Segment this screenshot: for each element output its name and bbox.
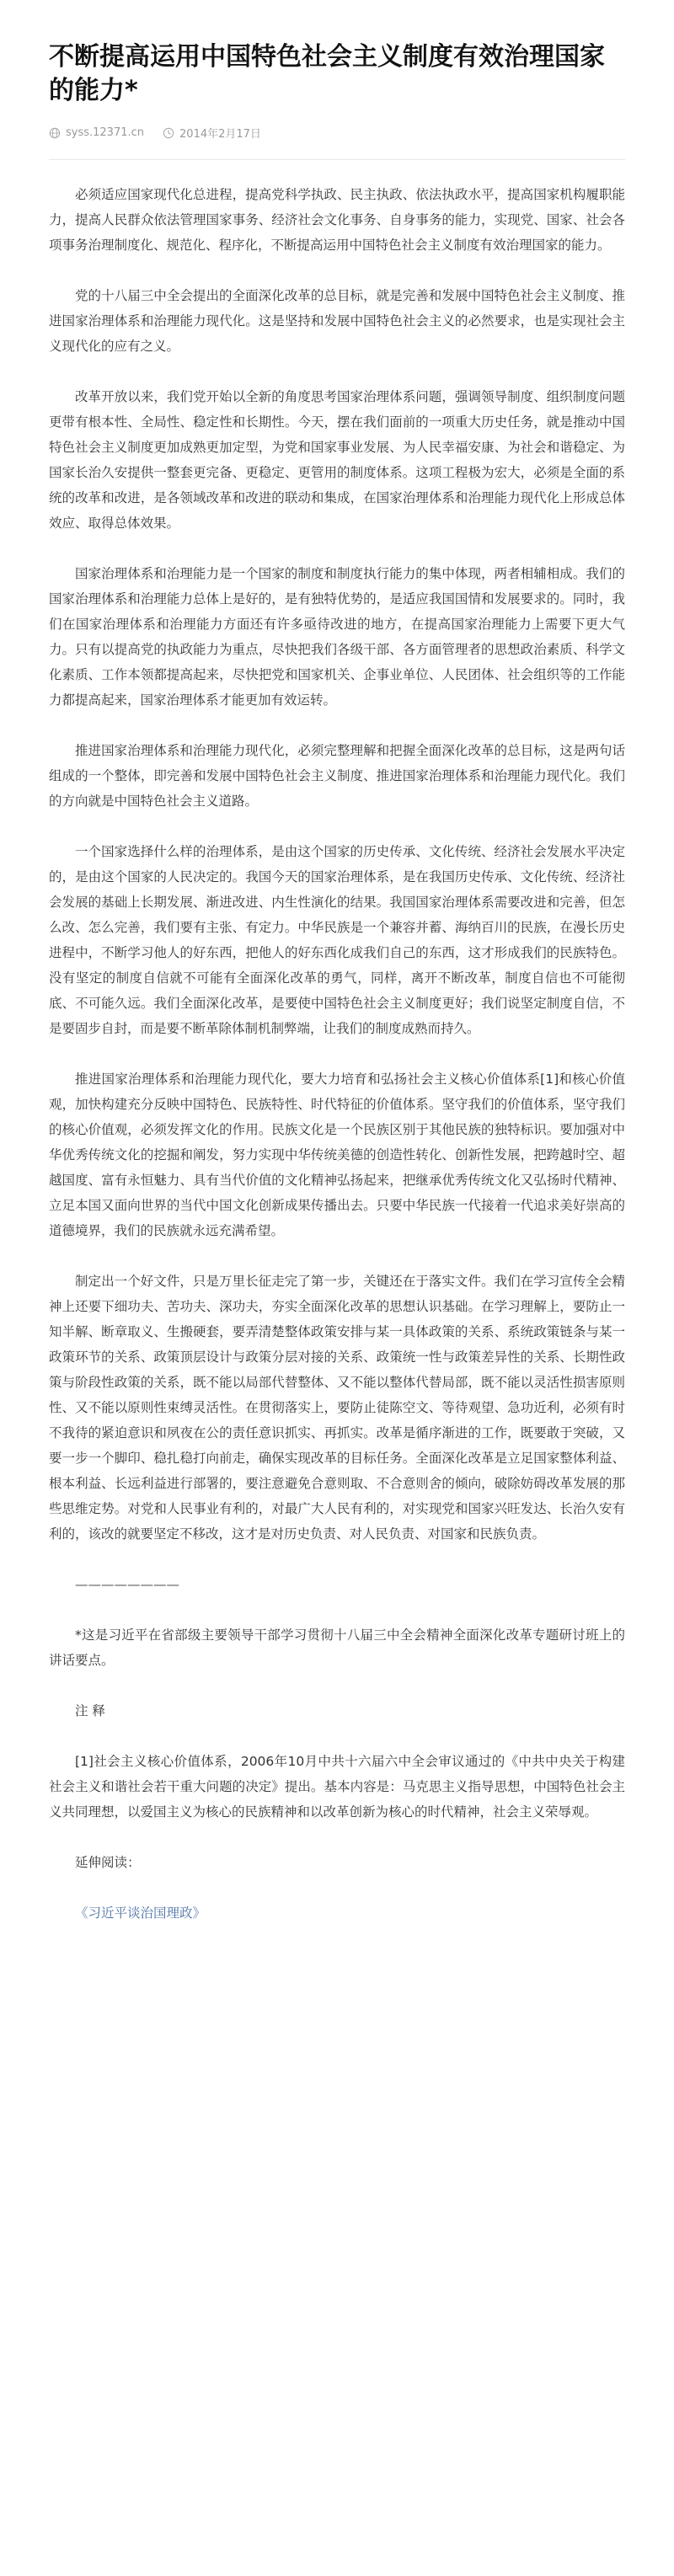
body-paragraph: 改革开放以来，我们党开始以全新的角度思考国家治理体系问题，强调领导制度、组织制度问题更带有根本性、全局性、稳定性和长期性。今天，摆在我们面前的一项重大历史任务，就是推动中国特色社会主义制度更加成熟更加定型，为党和国家事业发展、为人民幸福安康、为社会和谐稳定、为国家长治久安提供一整套更完备、更稳定、更管用的制度体系。这项工程极为宏大，必须是全面的系统的改革和改进，是各领域改革和改进的联动和集成，在国家治理体系和治理能力现代化上形成总体效应、取得总体效果。 [49,389,625,531]
article-source: syss.12371.cn [66,126,145,139]
body-paragraph: 一个国家选择什么样的治理体系，是由这个国家的历史传承、文化传统、经济社会发展水平决定的，是由这个国家的人民决定的。我国今天的国家治理体系，是在我国历史传承、文化传统、经济社会发展的基础上长期发展、渐进改进、内生性演化的结果。我国国家治理体系需要改进和完善，但怎么改、怎么完善，我们要有主张、有定力。中华民族是一个兼容并蓄、海纳百川的民族，在漫长历史进程中，不断学习他人的好东西，把他人的好东西化成我们自己的东西，这才形成我们的民族特色。没有坚定的制度自信就不可能有全面深化改革的勇气，同样，离开不断改革，制度自信也不可能彻底、不可能久远。我们全面深化改革，是要使中国特色社会主义制度更好；我们说坚定制度自信，不是要固步自封，而是要不断革除体制机制弊端，让我们的制度成熟而持久。 [49,844,625,1036]
clock-icon [163,127,174,139]
body-paragraph: 推进国家治理体系和治理能力现代化，必须完整理解和把握全面深化改革的总目标，这是两句话组成的一个整体，即完善和发展中国特色社会主义制度、推进国家治理体系和治理能力现代化。我们的方向就是中国特色社会主义道路。 [49,743,625,809]
body-paragraph: 必须适应国家现代化总进程，提高党科学执政、民主执政、依法执政水平，提高国家机构履职能力，提高人民群众依法管理国家事务、经济社会文化事务、自身事务的能力，实现党、国家、社会各项事务治理制度化、规范化、程序化，不断提高运用中国特色社会主义制度有效治理国家的能力。 [49,187,625,253]
note-1: [1]社会主义核心价值体系，2006年10月中共十六届六中全会审议通过的《中共中央关于构建社会主义和谐社会若干重大问题的决定》提出。基本内容是：马克思主义指导思想，中国特色社会主义共同理想，以爱国主义为核心的民族精神和以改革创新为核心的时代精神，社会主义荣辱观。 [49,1754,625,1820]
notes-heading: 注 释 [75,1703,105,1718]
extended-reading-item [49,1900,625,1926]
article-date: 2014年2月17日 [179,128,261,141]
source-meta [49,126,144,139]
extended-reading-link[interactable]: 《习近平谈治国理政》 [75,1905,206,1921]
article-title: 不断提高运用中国特色社会主义制度有效治理国家的能力* [49,42,605,105]
date-meta [163,125,261,141]
footnote-star: *这是习近平在省部级主要领导干部学习贯彻十八届三中全会精神全面深化改革专题研讨班上的讲话要点。 [49,1627,625,1668]
body-paragraph: 制定出一个好文件，只是万里长征走完了第一步，关键还在于落实文件。我们在学习宣传全会精神上还要下细功夫、苦功夫、深功夫，夯实全面深化改革的思想认识基础。在学习理解上，要防止一知半解、断章取义、生搬硬套，要弄清楚整体政策安排与某一具体政策的关系、系统政策链条与某一政策环节的关系、政策顶层设计与政策分层对接的关系、政策统一性与政策差异性的关系、长期性政策与阶段性政策的关系，既不能以局部代替整体、又不能以整体代替局部，既不能以灵活性损害原则性、又不能以原则性束缚灵活性。在贯彻落实上，要防止徒陈空文、等待观望、急功近利，必须有时不我待的紧迫意识和夙夜在公的责任意识抓实、再抓实。改革是循序渐进的工作，既要敢于突破，又要一步一个脚印、稳扎稳打向前走，确保实现改革的目标任务。全面深化改革是立足国家整体利益、根本利益、长远利益进行部署的，要注意避免合意则取、不合意则舍的倾向，破除妨碍改革发展的那些思维定势。对党和人民事业有利的，对最广大人民有利的，对实现党和国家兴旺发达、长治久安有利的，该改的就要坚定不移改，这才是对历史负责、对人民负责、对国家和民族负责。 [49,1274,625,1542]
globe-icon [49,127,61,139]
extended-reading-heading: 延伸阅读： [75,1855,141,1870]
meta-divider [49,159,625,160]
body-paragraph: 推进国家治理体系和治理能力现代化，要大力培育和弘扬社会主义核心价值体系[1]和核心价值观，加快构建充分反映中国特色、民族特性、时代特征的价值体系。坚守我们的价值体系，坚守我们的核心价值观，必须发挥文化的作用。民族文化是一个民族区别于其他民族的独特标识。要加强对中华优秀传统文化的挖掘和阐发，努力实现中华传统美德的创造性转化、创新性发展，把跨越时空、超越国度、富有永恒魅力、具有当代价值的文化精神弘扬起来，把继承优秀传统文化又弘扬时代精神、立足本国又面向世界的当代中国文化创新成果传播出去。只要中华民族一代接着一代追求美好崇高的道德境界，我们的民族就永远充满希望。 [49,1072,625,1238]
footnote-separator: ———————— [75,1577,179,1592]
body-paragraph: 党的十八届三中全会提出的全面深化改革的总目标，就是完善和发展中国特色社会主义制度、推进国家治理体系和治理能力现代化。这是坚持和发展中国特色社会主义的必然要求，也是实现社会主义现代化的应有之义。 [49,288,625,354]
article-meta [49,125,625,141]
body-paragraph: 国家治理体系和治理能力是一个国家的制度和制度执行能力的集中体现，两者相辅相成。我们的国家治理体系和治理能力总体上是好的，是有独特优势的，是适应我国国情和发展要求的。同时，我们在国家治理体系和治理能力方面还有许多亟待改进的地方，在提高国家治理能力上需要下更大气力。只有以提高党的执政能力为重点，尽快把我们各级干部、各方面管理者的思想政治素质、科学文化素质、工作本领都提高起来，尽快把党和国家机关、企事业单位、人民团体、社会组织等的工作能力都提高起来，国家治理体系才能更加有效运转。 [49,566,625,708]
article-body [49,182,625,1926]
